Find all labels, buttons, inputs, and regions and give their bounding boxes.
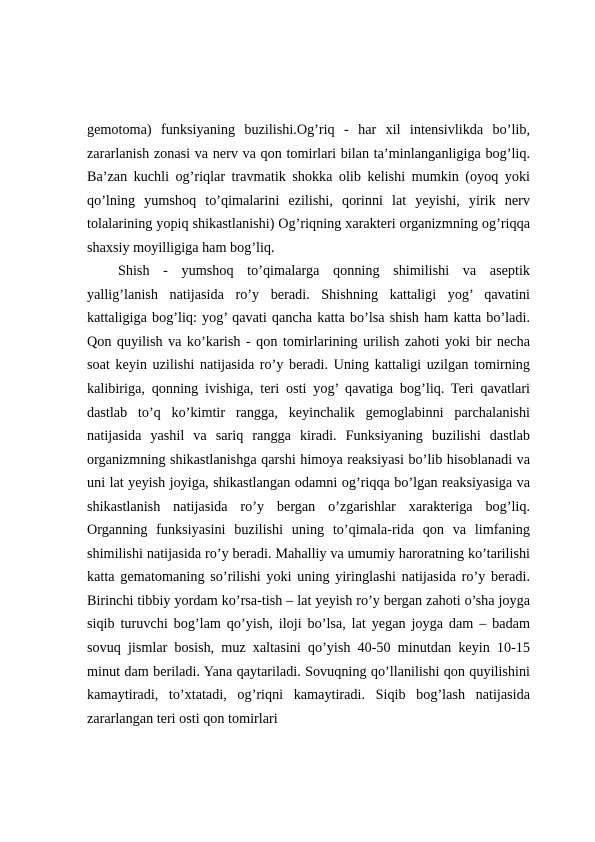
- paragraph-swelling-first-aid: Shish - yumshoq to’qimalarga qonning shimilishi va aseptik yallig’lanish natijasida ro’y beradi. Shishning kattaligi yog’ qavatini kattaligiga bog’liq: yog’ qavati qancha katta bo’lsa shish ham katta bo’ladi. Qon quyilish va ko’karish - qon tomirlarining urilish zahoti yoki bir necha soat keyin uzilishi natijasida ro’y beradi. Uning kattaligi uzilgan tomirning kalibiriga, qonning ivishiga, teri osti yog’ qavatiga bog’liq. Teri qavatlari dastlab to’q ko’kimtir rangga, keyinchalik gemoglabinni parchalanishi natijasida yashil va sariq rangga kiradi. Funksiyaning buzilishi dastlab organizmning shikastlanishga qarshi himoya reaksiyasi bo’lib hisoblanadi va uni lat yeyish joyiga, shikastlangan odamni og’riqqa bo’lgan reaksiyasiga va shikastlanish natijasida ro’y bergan o’zgarishlar xarakteriga bog’liq. Organning funksiyasini buzilishi uning to’qimala-rida qon va limfaning shimilishi natijasida ro’y beradi. Mahalliy va umumiy haroratning ko’tarilishi katta gematomaning so’rilishi yoki uning yiringlashi natijasida ro’y beradi. Birinchi tibbiy yordam ko’rsa-tish – lat yeyish ro’y bergan zahoti o’sha joyga siqib turuvchi bog’lam qo’yish, iloji bo’lsa, lat yegan joyga dam – badam sovuq jismlar bosish, muz xaltasini qo’yish 40-50 minutdan keyin 10-15 minut dam beriladi. Yana qaytariladi. Sovuqning qo’llanilishi qon quyilishini kamaytiradi, to’xtatadi, og’riqni kamaytiradi. Siqib bog’lash natijasida zararlangan teri osti qon tomirlari: [87, 263, 530, 727]
- paragraph-pain-description: gemotoma) funksiyaning buzilishi.Og’riq - har xil intensivlikda bo’lib, zararlanish zonasi va nerv va qon tomirlari bilan ta’minlanganligiga bog’liq. Ba’zan kuchli og’riqlar travmatik shokka olib kelishi mumkin (oyoq yoki qo’lning yumshoq to’qimalarini ezilishi, qorinni lat yeyishi, yirik nerv tolalarining yopiq shikastlanishi) Og’riqning xarakteri organizmning og’riqqa shaxsiy moyilligiga ham bog’liq.: [87, 122, 530, 256]
- document-page: [87, 119, 530, 731]
